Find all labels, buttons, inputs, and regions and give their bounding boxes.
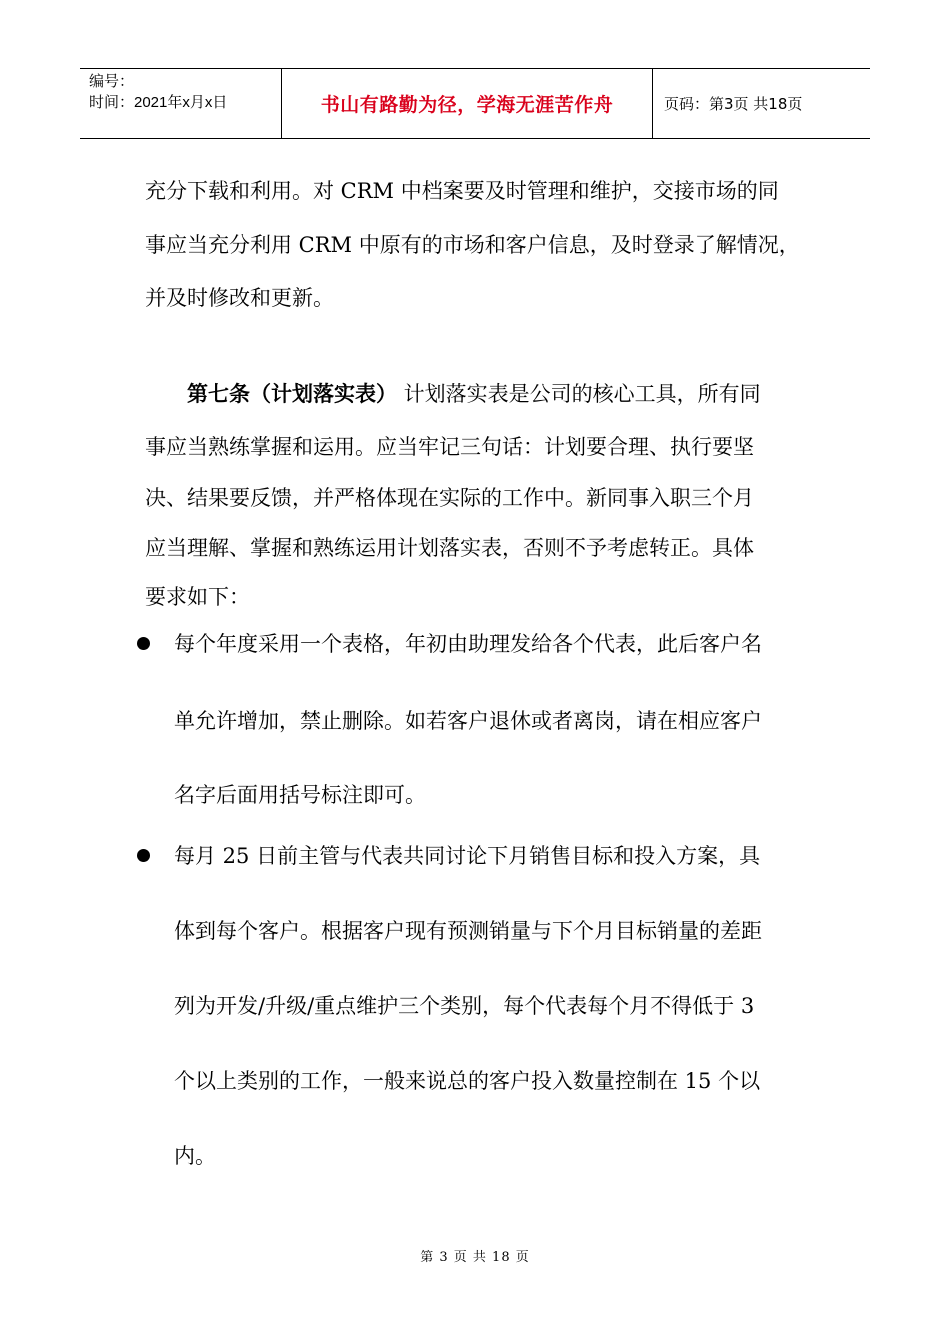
bullet-dot (137, 637, 150, 650)
paragraph-line: 决、结果要反馈，并严格体现在实际的工作中。新同事入职三个月 (145, 486, 754, 510)
date-label: 时间：2021年x月x日 (89, 94, 228, 111)
paragraph-line: 应当理解、掌握和熟练运用计划落实表，否则不予考虑转正。具体 (145, 536, 754, 560)
bullet-line: 名字后面用括号标注即可。 (174, 783, 426, 807)
bullet-line: 体到每个客户。根据客户现有预测销量与下个月目标销量的差距 (174, 919, 762, 943)
paragraph-line: 要求如下： (145, 585, 250, 609)
paragraph-line: 事应当熟练掌握和运用。应当牢记三句话：计划要合理、执行要坚 (145, 435, 754, 459)
paragraph-line: 事应当充分利用 CRM 中原有的市场和客户信息，及时登录了解情况， (145, 233, 800, 257)
header-meta (80, 69, 282, 138)
bullet-line: 内。 (174, 1144, 216, 1168)
header-motto: 书山有路勤为径，学海无涯苦作舟 (282, 69, 653, 138)
bullet-dot (137, 849, 150, 862)
paragraph-line: 充分下载和利用。对 CRM 中档案要及时管理和维护，交接市场的同 (145, 179, 779, 203)
page-footer: 第 3 页 共 18 页 (420, 1250, 530, 1265)
page-header (80, 68, 870, 139)
paragraph-line: 并及时修改和更新。 (145, 286, 334, 310)
header-page-info: 页码：第3页 共18页 (664, 95, 803, 113)
bullet-line: 每个年度采用一个表格，年初由助理发给各个代表，此后客户名 (174, 632, 762, 656)
article-heading: 第七条（计划落实表） (187, 382, 397, 406)
article-text: 计划落实表是公司的核心工具，所有同 (397, 382, 761, 406)
bullet-line: 单允许增加，禁止删除。如若客户退休或者离岗，请在相应客户 (174, 709, 762, 733)
article-first-line (187, 378, 761, 408)
number-label: 编号： (89, 73, 135, 90)
bullet-line: 个以上类别的工作，一般来说总的客户投入数量控制在 15 个以 (174, 1069, 761, 1093)
bullet-line: 列为开发/升级/重点维护三个类别，每个代表每个月不得低于 3 (174, 994, 755, 1018)
bullet-line: 每月 25 日前主管与代表共同讨论下月销售目标和投入方案，具 (174, 844, 761, 868)
